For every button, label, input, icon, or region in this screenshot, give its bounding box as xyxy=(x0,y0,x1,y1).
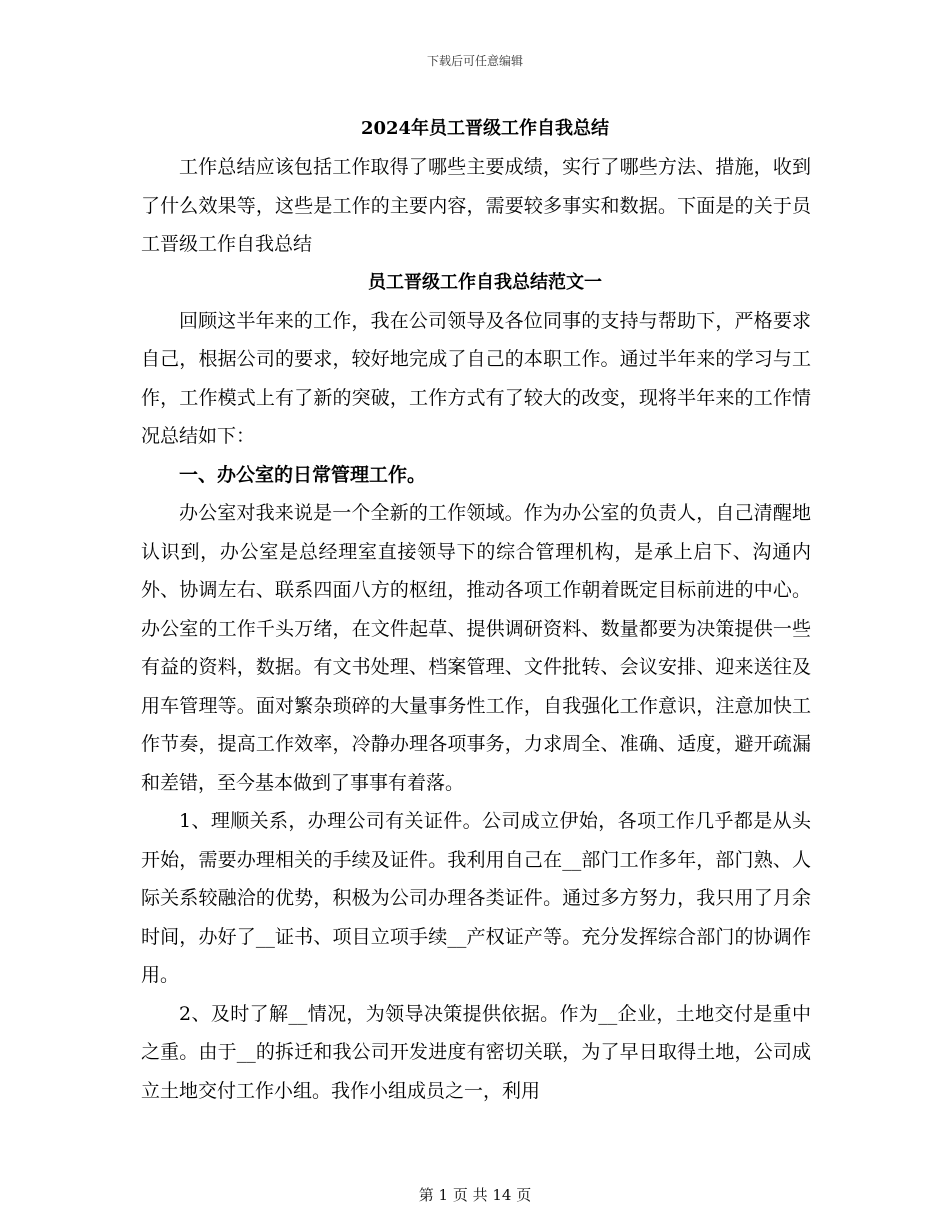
page-footer: 第 1 页 共 14 页 xyxy=(418,1186,532,1204)
page-header: 下载后可任意编辑 xyxy=(426,54,523,68)
document-title: 2024年员工晋级工作自我总结 xyxy=(360,118,610,139)
heading-1: 一、办公室的日常管理工作。 xyxy=(179,463,427,486)
paragraph-1: 回顾这半年来的工作，我在公司领导及各位同事的支持与帮助下，严格要求自己，根据公司的要求，较好地完成了自己的本职工作。通过半年来的学习与工作，工作模式上有了新的突破，工作方式有了较大的改变，现将半年来的工作情况总结如下： xyxy=(141,309,811,447)
document-body xyxy=(141,110,811,1110)
paragraph-3: 1、理顺关系，办理公司有关证件。公司成立伊始，各项工作几乎都是从头开始，需要办理相关的手续及证件。我利用自己在__部门工作多年，部门熟、人际关系较融洽的优势，积极为公司办理各类证件。通过多方努力，我只用了月余时间，办好了__证书、项目立项手续__产权证产等。充分发挥综合部门的协调作用。 xyxy=(141,810,811,986)
paragraph-2: 办公室对我来说是一个全新的工作领域。作为办公室的负责人，自己清醒地认识到，办公室是总经理室直接领导下的综合管理机构，是承上启下、沟通内外、协调左右、联系四面八方的枢纽，推动各项工作朝着既定目标前进的中心。办公室的工作千头万绪，在文件起草、提供调研资料、数量都要为决策提供一些有益的资料，数据。有文书处理、档案管理、文件批转、会议安排、迎来送往及用车管理等。面对繁杂琐碎的大量事务性工作，自我强化工作意识，注意加快工作节奏，提高工作效率，冷静办理各项事务，力求周全、准确、适度，避开疏漏和差错，至今基本做到了事事有着落。 xyxy=(141,502,811,794)
paragraph-4: 2、及时了解__情况，为领导决策提供依据。作为__企业，土地交付是重中之重。由于__的拆迁和我公司开发进度有密切关联，为了早日取得土地，公司成立土地交付工作小组。我作小组成员之一，利用 xyxy=(141,1002,811,1102)
intro-paragraph: 工作总结应该包括工作取得了哪些主要成绩，实行了哪些方法、措施，收到了什么效果等，这些是工作的主要内容，需要较多事实和数据。下面是的关于员工晋级工作自我总结 xyxy=(141,156,811,255)
section-title: 员工晋级工作自我总结范文一 xyxy=(368,271,602,293)
